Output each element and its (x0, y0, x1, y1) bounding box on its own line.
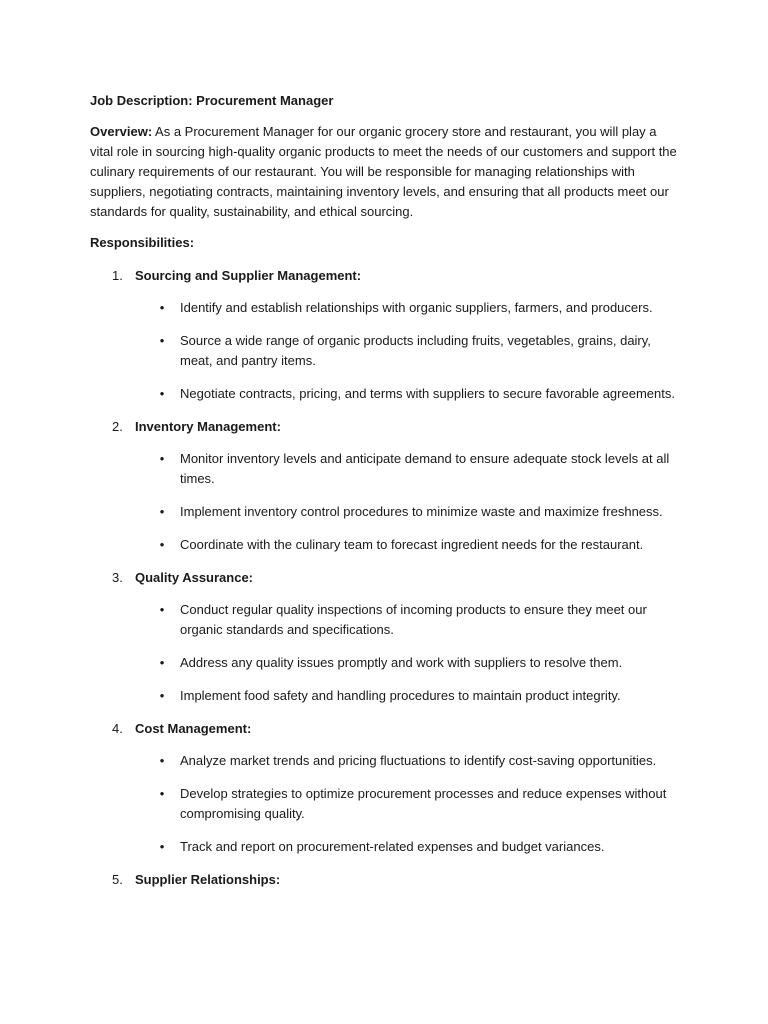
section-heading-text: Cost Management: (135, 721, 252, 736)
section-number: 1. (112, 268, 123, 283)
bullet-item (90, 600, 678, 640)
bullet-text: Address any quality issues promptly and work with suppliers to resolve them. (180, 655, 623, 670)
section-heading (90, 870, 678, 890)
section-heading (90, 568, 678, 588)
bullet-text: Analyze market trends and pricing fluctuations to identify cost-saving opportunities. (180, 753, 657, 768)
bullet-text: Develop strategies to optimize procurement processes and reduce expenses without compromising quality. (180, 786, 667, 821)
section-heading-text: Inventory Management: (135, 419, 281, 434)
bullet-text: Negotiate contracts, pricing, and terms with suppliers to secure favorable agreements. (180, 386, 675, 401)
responsibility-section (90, 417, 678, 555)
bullet-item (90, 653, 678, 673)
overview-text: As a Procurement Manager for our organic grocery store and restaurant, you will play a vital role in sourcing high-quality organic products to meet the needs of our customers and support the culinary requirements of our restaurant. You will be responsible for managing relationships with suppliers, negotiating contracts, maintaining inventory levels, and ensuring that all products meet our standards for quality, sustainability, and ethical sourcing. (90, 124, 677, 219)
responsibility-section (90, 266, 678, 404)
bullet-item (90, 449, 678, 489)
bullet-dot-icon: • (159, 386, 165, 401)
section-heading (90, 417, 678, 437)
bullet-dot-icon: • (159, 655, 165, 670)
bullet-text: Track and report on procurement-related expenses and budget variances. (180, 839, 605, 854)
bullet-item (90, 298, 678, 318)
bullet-text: Coordinate with the culinary team to forecast ingredient needs for the restaurant. (180, 537, 644, 552)
bullet-dot-icon: • (159, 333, 165, 348)
responsibilities-list (90, 266, 678, 890)
section-heading-text: Quality Assurance: (135, 570, 254, 585)
bullet-item (90, 535, 678, 555)
bullet-dot-icon: • (159, 537, 165, 552)
document-title: Job Description: Procurement Manager (90, 93, 334, 108)
section-heading-text: Supplier Relationships: (135, 872, 281, 887)
bullet-dot-icon: • (159, 300, 165, 315)
section-heading (90, 266, 678, 286)
bullet-dot-icon: • (159, 602, 165, 617)
bullet-text: Source a wide range of organic products including fruits, vegetables, grains, dairy, meat, and pantry items. (180, 333, 651, 368)
bullet-dot-icon: • (159, 753, 165, 768)
responsibility-section (90, 870, 678, 890)
bullet-item (90, 751, 678, 771)
responsibilities-heading: Responsibilities: (90, 235, 195, 250)
section-number: 2. (112, 419, 123, 434)
section-number: 5. (112, 872, 123, 887)
bullet-item (90, 784, 678, 824)
section-number: 4. (112, 721, 123, 736)
overview-paragraph (90, 122, 678, 222)
section-heading (90, 719, 678, 739)
bullet-text: Identify and establish relationships with organic suppliers, farmers, and producers. (180, 300, 653, 315)
bullet-text: Implement food safety and handling procedures to maintain product integrity. (180, 688, 621, 703)
bullet-item (90, 837, 678, 857)
bullet-text: Conduct regular quality inspections of incoming products to ensure they meet our organic standards and specifications. (180, 602, 647, 637)
section-number: 3. (112, 570, 123, 585)
section-heading-text: Sourcing and Supplier Management: (135, 268, 362, 283)
bullet-dot-icon: • (159, 504, 165, 519)
bullet-dot-icon: • (159, 839, 165, 854)
bullet-text: Implement inventory control procedures to minimize waste and maximize freshness. (180, 504, 663, 519)
bullet-item (90, 686, 678, 706)
responsibility-section (90, 568, 678, 706)
bullet-dot-icon: • (159, 786, 165, 801)
bullet-dot-icon: • (159, 688, 165, 703)
bullet-text: Monitor inventory levels and anticipate demand to ensure adequate stock levels at all times. (180, 451, 670, 486)
overview-label: Overview: (90, 124, 153, 139)
responsibility-section (90, 719, 678, 857)
bullet-item (90, 384, 678, 404)
bullet-item (90, 502, 678, 522)
bullet-dot-icon: • (159, 451, 165, 466)
bullet-item (90, 331, 678, 371)
